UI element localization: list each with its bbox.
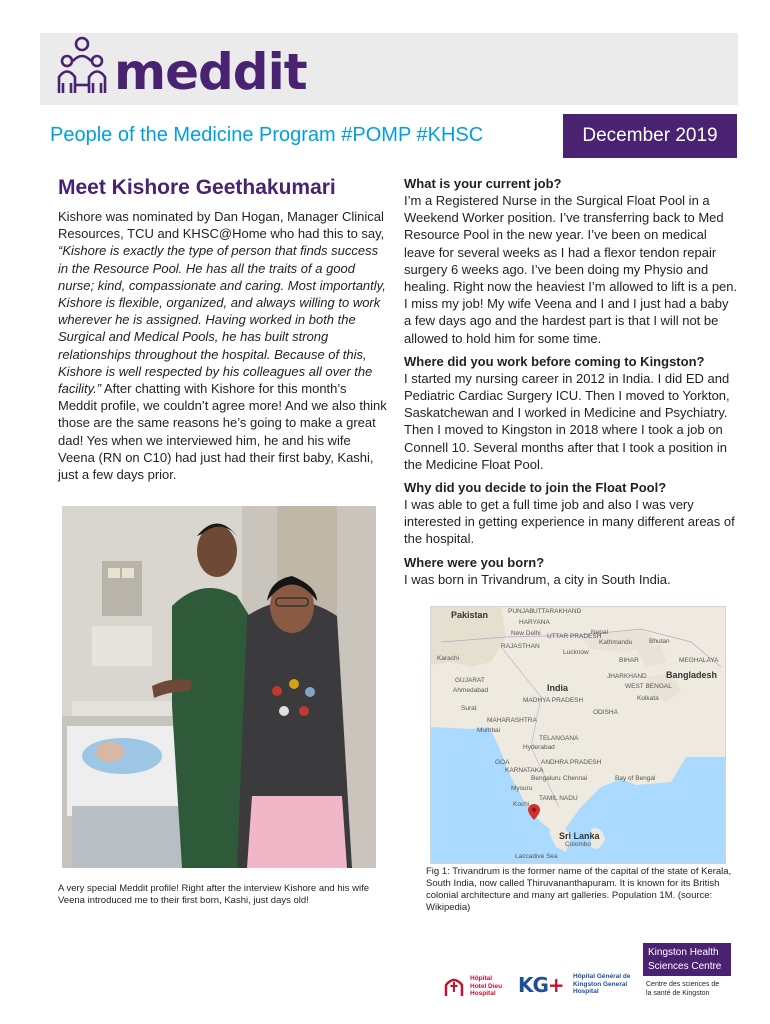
intro-text-1: Kishore was nominated by Dan Hogan, Manager Clinical Resources, TCU and KHSC@Home who had this to say, <box>58 209 385 242</box>
intro-paragraph <box>58 208 388 483</box>
qa-answer: I’m a Registered Nurse in the Surgical Float Pool in a Weekend Worker position. I’ve transferring back to Med Resource Pool in the new year. I’ve been on medical leave for several weeks as I had a flexor tendon repair surgery 6 weeks ago. I’ve been doing my Physio and healing. Right now the heaviest I’m allowed to lift is a pen. I miss my job! My wife Veena and I and I just had a baby a few days ago and the hardest part is that I will not be allowed to hold him for some time. <box>404 193 738 346</box>
qa-question: Where did you work before coming to Kingston? <box>404 353 705 369</box>
kgh-logo <box>518 970 630 1000</box>
map-label-punjab: PUNJAB <box>508 608 534 615</box>
map-label-uttar-pradesh: UTTAR PRADESH <box>547 633 602 640</box>
khsc-line: Kingston Health <box>648 947 719 958</box>
map-label-bay-of-bengal: Bay of Bengal <box>615 775 656 782</box>
india-map <box>430 606 726 864</box>
kgh-line: Hospital <box>573 988 599 995</box>
map-label-pakistan: Pakistan <box>451 610 489 620</box>
map-label-kathmandu: Kathmandu <box>599 639 633 646</box>
map-label-lucknow: Lucknow <box>563 649 589 656</box>
map-label-kolkata: Kolkata <box>637 695 659 702</box>
hotel-dieu-line: Hospital <box>470 990 496 997</box>
qa-item <box>404 479 739 548</box>
khsc-fr-line: Centre des sciences de <box>646 981 720 988</box>
issue-date: December 2019 <box>563 114 737 158</box>
map-label-nepal: Nepal <box>591 629 608 636</box>
khsc-logo <box>643 943 731 976</box>
hotel-dieu-mark-icon <box>442 974 466 998</box>
kgh-name <box>573 973 630 996</box>
map-label-tamil-nadu: TAMIL NADU <box>539 795 578 802</box>
map-label-bengaluru: Bengaluru <box>531 775 561 782</box>
hotel-dieu-line: Hôpital <box>470 975 493 982</box>
khsc-line: Sciences Centre <box>648 961 722 972</box>
kgh-mark <box>518 973 564 997</box>
map-label-hyderabad: Hyderabad <box>523 744 555 751</box>
article-title: Meet Kishore Geethakumari <box>58 176 336 199</box>
khsc-french-name <box>646 980 719 998</box>
map-label-bangladesh: Bangladesh <box>666 670 718 680</box>
map-label-meghalaya: MEGHALAYA <box>679 657 719 664</box>
hotel-dieu-line: Hotel Dieu <box>470 982 503 990</box>
map-label-haryana: HARYANA <box>519 619 550 626</box>
nomination-quote: “Kishore is exactly the type of person that finds success in the Resource Pool. He has all the traits of a good nurse; kind, compassionate and caring. Most importantly, Kishore is flexible, organized, and always willing to work wherever he is assigned. Having worked in both the Surgical and Medical Pools, he has built strong relationships throughout the hospital. Because of this, Kishore is well respected by his colleagues all over the facility.” <box>58 243 386 397</box>
map-label-madhya-pradesh: MADHYA PRADESH <box>523 697 584 704</box>
map-label-goa: GOA <box>495 759 510 766</box>
program-tagline: People of the Medicine Program #POMP #KHSC <box>50 124 484 146</box>
map-label-kochi: Kochi <box>513 801 530 808</box>
qa-item <box>404 353 739 473</box>
khsc-fr-line: la santé de Kingston <box>646 990 710 997</box>
map-label-bihar: BIHAR <box>619 657 639 664</box>
kgh-line: Hôpital Général de <box>573 973 631 980</box>
map-label-new-delhi: New Delhi <box>511 630 541 637</box>
hotel-dieu-name <box>470 975 502 998</box>
map-label-gujarat: GUJARAT <box>455 677 485 684</box>
map-label-ahmedabad: Ahmedabad <box>453 687 489 694</box>
map-label-andhra-pradesh: ANDHRA PRADESH <box>541 759 602 766</box>
map-label-jharkhand: JHARKHAND <box>607 673 647 680</box>
family-photo <box>62 506 376 868</box>
hotel-dieu-logo <box>442 972 512 1000</box>
qa-item <box>404 554 739 588</box>
qa-question: Where were you born? <box>404 554 545 570</box>
map-label-rajasthan: RAJASTHAN <box>501 643 540 650</box>
qa-item <box>404 175 739 347</box>
intro-text-2: After chatting with Kishore for this month’s Meddit profile, we couldn’t agree more! And we also think those are the same reasons he’s going to make a great dad! Yes when we interviewed him, he and his wife Veena (RN on C10) had just had their first baby, Kashi, just a few days prior. <box>58 381 387 483</box>
map-label-chennai: Chennai <box>563 775 588 782</box>
map-label-mumbai: Mumbai <box>477 727 501 734</box>
map-label-bhutan: Bhutan <box>649 638 670 645</box>
map-label-telangana: TELANGANA <box>539 735 579 742</box>
map-label-odisha: ODISHA <box>593 709 618 716</box>
map-graphic <box>431 607 726 864</box>
map-label-laccadive-sea: Laccadive Sea <box>515 853 558 860</box>
qa-answer: I started my nursing career in 2012 in India. I did ED and Pediatric Cardiac Surgery ICU. Then I moved to Yorkton, Saskatchewan and I worked in Medicine and Psychiatry. Then I moved to Kingston in 2018 where I took a job on Connell 10. Several months after that I took a position in the Medicine Float Pool. <box>404 370 730 472</box>
map-label-uttarakhand: UTTARAKHAND <box>533 608 582 615</box>
map-label-karachi: Karachi <box>437 655 460 662</box>
meddit-logo-text: meddit <box>114 43 307 101</box>
map-label-mysuru: Mysuru <box>511 785 533 792</box>
map-label-sri-lanka: Sri Lanka <box>559 831 600 841</box>
map-label-maharashtra: MAHARASHTRA <box>487 717 537 724</box>
kgh-plus: + <box>547 973 564 997</box>
qa-section <box>404 175 739 594</box>
map-label-colombo: Colombo <box>565 841 592 848</box>
map-label-west-bengal: WEST BENGAL <box>625 683 672 690</box>
qa-question: What is your current job? <box>404 176 562 191</box>
kgh-line: Kingston General <box>573 980 628 988</box>
map-label-surat: Surat <box>461 705 477 712</box>
qa-answer: I was born in Trivandrum, a city in South India. <box>404 571 671 587</box>
map-label-india: India <box>547 683 569 693</box>
kgh-letters: KG <box>518 973 548 997</box>
qa-question: Why did you decide to join the Float Pool? <box>404 480 667 496</box>
map-label-karnataka: KARNATAKA <box>505 767 544 774</box>
photo-caption: A very special Meddit profile! Right after the interview Kishore and his wife Veena introduced me to their first born, Kashi, just days old! <box>58 883 370 906</box>
qa-answer: I was able to get a full time job and also I was very interested in getting experience in many different areas of the hospital. <box>404 497 735 547</box>
map-caption: Fig 1: Trivandrum is the former name of the capital of the state of Kerala, South India, now called Thiruvananthapuram. It is known for its British colonial architecture and many art galleries. Population 1M. (source: Wikipedia) <box>426 866 732 913</box>
map-pin-icon <box>528 804 540 820</box>
people-logo-icon <box>55 35 109 99</box>
